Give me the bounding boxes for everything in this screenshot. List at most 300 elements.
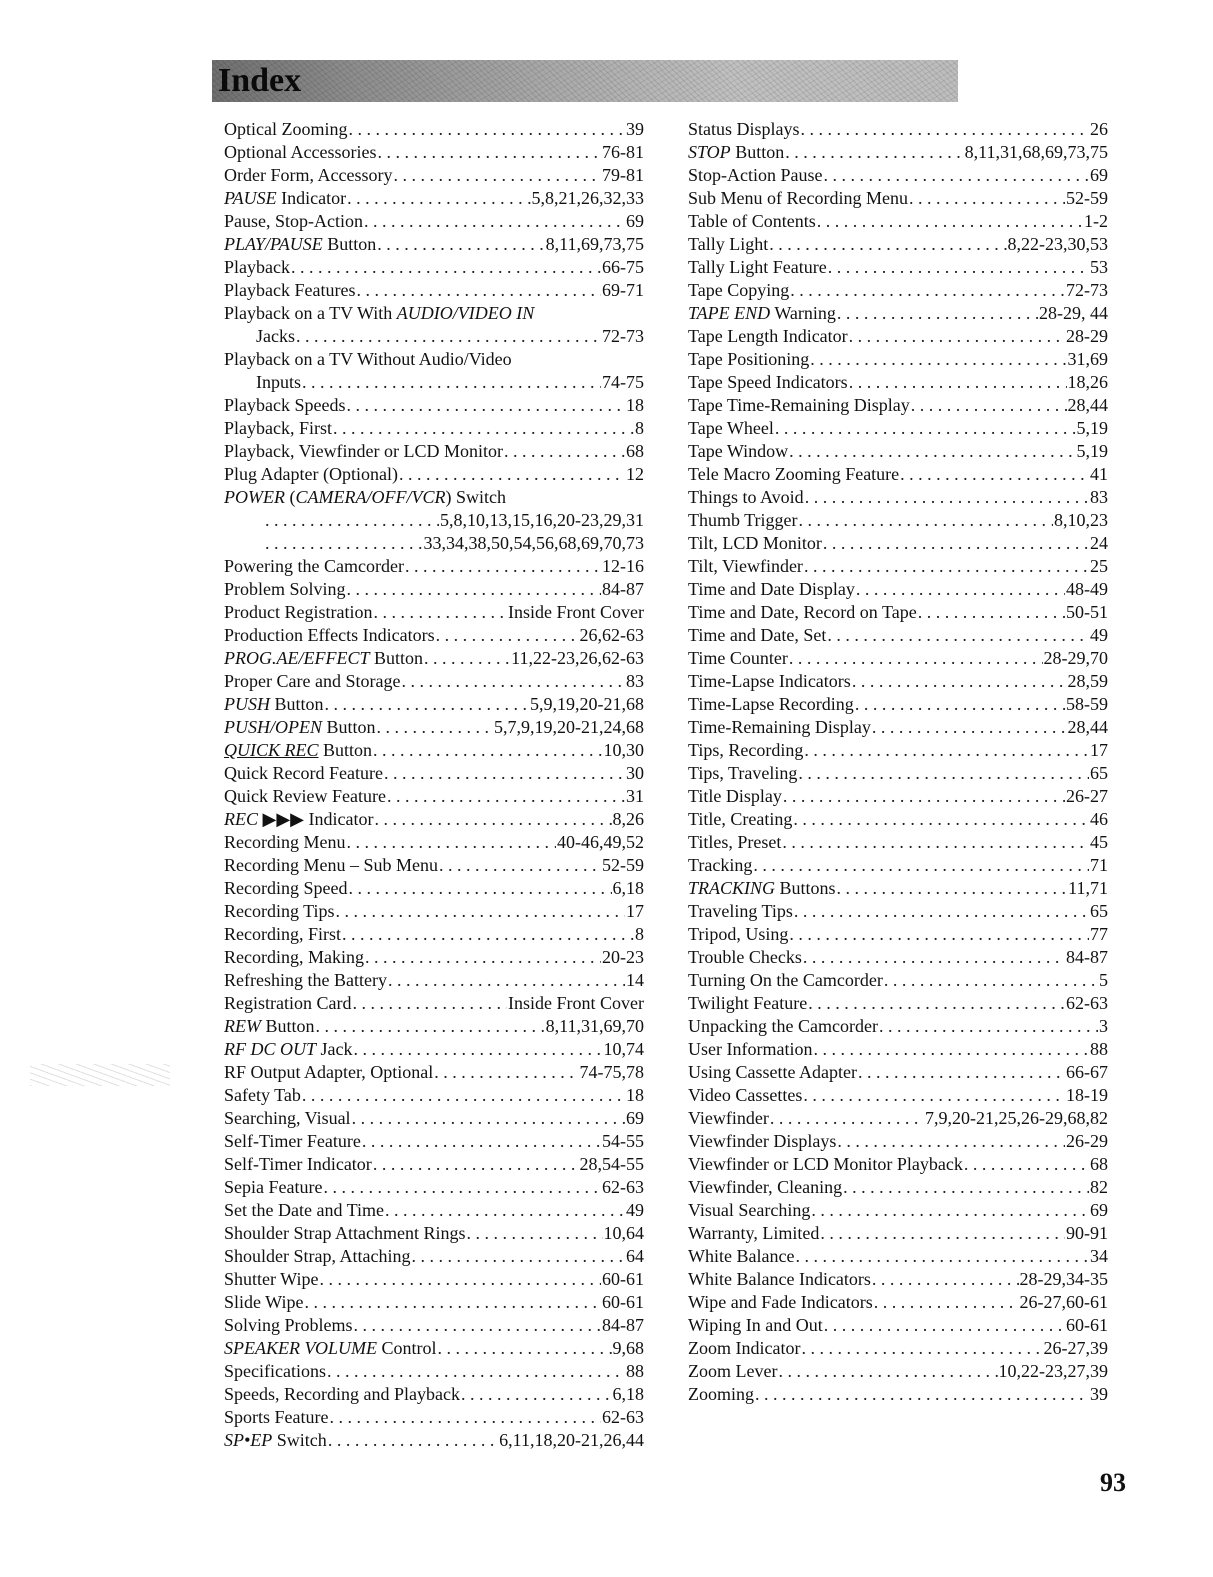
- index-page-refs: 24: [1090, 533, 1108, 553]
- index-entry: [688, 946, 1108, 969]
- index-entry: [224, 831, 644, 854]
- index-term-text: Unpacking the Camcorder: [688, 1016, 878, 1036]
- index-term-text: Jacks: [256, 326, 295, 346]
- index-page-refs: 82: [1090, 1177, 1108, 1197]
- dot-leader: [384, 762, 625, 785]
- dot-leader: [837, 302, 1038, 325]
- index-term-text: Tally Light Feature: [688, 257, 827, 277]
- dot-leader: [755, 1383, 1089, 1406]
- index-entry: [688, 1337, 1108, 1360]
- index-term-text: Playback Features: [224, 280, 356, 300]
- index-entry: [224, 371, 644, 394]
- index-term-text: Problem Solving: [224, 579, 346, 599]
- index-entry: [688, 233, 1108, 256]
- index-term-text: Optional Accessories: [224, 142, 377, 162]
- dot-leader: [385, 1199, 625, 1222]
- index-page-refs: 26-27,39: [1043, 1338, 1108, 1358]
- index-entry: [224, 118, 644, 141]
- index-term: [688, 762, 797, 785]
- index-term-text: Playback on a TV Without Audio/Video: [224, 349, 512, 369]
- dot-leader: [804, 555, 1089, 578]
- dot-leader: [911, 394, 1067, 417]
- index-term: [688, 371, 848, 394]
- index-page-refs: 26-29: [1066, 1131, 1108, 1151]
- index-term: [688, 831, 781, 854]
- index-entry: [224, 1268, 644, 1291]
- index-entry: [224, 969, 644, 992]
- index-term-text: Warning: [770, 303, 836, 323]
- index-page-refs: 8: [635, 924, 644, 944]
- index-entry: [224, 808, 644, 831]
- index-term: [688, 1153, 963, 1176]
- index-page-refs: 5,9,19,20-21,68: [530, 694, 644, 714]
- index-term: [224, 601, 372, 624]
- dot-leader: [342, 923, 634, 946]
- index-term: [688, 1084, 802, 1107]
- index-term-text: Title Display: [688, 786, 782, 806]
- index-term-text: Tape Length Indicator: [688, 326, 848, 346]
- dot-leader: [373, 1153, 579, 1176]
- index-page-refs: 8,26: [612, 809, 644, 829]
- index-page-refs: 26-27,60-61: [1019, 1292, 1108, 1312]
- index-term-text: Traveling Tips: [688, 901, 793, 921]
- index-term-text: Registration Card: [224, 993, 352, 1013]
- index-entry: [688, 1268, 1108, 1291]
- index-term-text: Zoom Indicator: [688, 1338, 801, 1358]
- index-term-text: Quick Review Feature: [224, 786, 386, 806]
- index-entry: [224, 233, 644, 256]
- index-entry: [224, 1153, 644, 1176]
- index-entry: [224, 1199, 644, 1222]
- index-term-text: White Balance Indicators: [688, 1269, 871, 1289]
- dot-leader: [424, 647, 510, 670]
- index-entry: [688, 118, 1108, 141]
- index-page-refs: 74-75,78: [579, 1062, 644, 1082]
- index-entry: [224, 1130, 644, 1153]
- index-entry: [224, 624, 644, 647]
- index-page-refs: 49: [1090, 625, 1108, 645]
- index-entry: [688, 1130, 1108, 1153]
- index-entry: [688, 992, 1108, 1015]
- index-page-refs: 49: [626, 1200, 644, 1220]
- index-term-italic: SPEAKER VOLUME: [224, 1338, 377, 1358]
- index-page-refs: 69: [1090, 165, 1108, 185]
- index-term: [224, 1061, 433, 1084]
- index-entry: [688, 1314, 1108, 1337]
- index-term: [688, 808, 792, 831]
- index-term: [688, 739, 803, 762]
- scan-speck: [30, 1064, 170, 1086]
- index-page-refs: 71: [1090, 855, 1108, 875]
- index-term-text: Recording, Making: [224, 947, 364, 967]
- index-term: [688, 877, 836, 900]
- index-term-text: Button: [318, 740, 373, 760]
- dot-leader: [375, 808, 612, 831]
- index-term-text: Time-Lapse Indicators: [688, 671, 851, 691]
- dot-leader: [872, 716, 1067, 739]
- dot-leader: [377, 141, 601, 164]
- dot-leader: [813, 1038, 1089, 1061]
- dot-leader: [399, 463, 625, 486]
- dot-leader: [837, 877, 1068, 900]
- dot-leader: [852, 670, 1067, 693]
- index-term-text: Optical Zooming: [224, 119, 348, 139]
- dot-leader: [803, 1084, 1065, 1107]
- index-entry: [688, 394, 1108, 417]
- index-term-text: Jack: [316, 1039, 353, 1059]
- index-term-text: Playback on a TV With: [224, 303, 397, 323]
- index-term: [224, 164, 392, 187]
- index-term-text: Tilt, LCD Monitor: [688, 533, 822, 553]
- index-page-refs: 6,18: [612, 1384, 644, 1404]
- index-page-refs: 18,26: [1067, 372, 1108, 392]
- index-entry: [224, 1107, 644, 1130]
- index-term-text: Indicator: [276, 188, 347, 208]
- index-term: [224, 647, 423, 670]
- index-page-refs: 68: [1090, 1154, 1108, 1174]
- dot-leader: [801, 118, 1089, 141]
- index-term-italic: QUICK REC: [224, 740, 319, 760]
- index-entry: [688, 164, 1108, 187]
- index-term-text: Button: [730, 142, 785, 162]
- index-entry: [224, 992, 644, 1015]
- index-entry: [224, 601, 644, 624]
- index-page-refs: 8,11,31,68,69,73,75: [964, 142, 1108, 162]
- index-term: [688, 624, 826, 647]
- index-term-text: Table of Contents: [688, 211, 816, 231]
- dot-leader: [855, 693, 1065, 716]
- index-page-refs: 39: [626, 119, 644, 139]
- index-term-text: Tracking: [688, 855, 753, 875]
- index-entry: [688, 900, 1108, 923]
- index-entry: [224, 302, 644, 325]
- index-term-text: Playback Speeds: [224, 395, 346, 415]
- index-entry: [224, 739, 644, 762]
- index-entry: [224, 946, 644, 969]
- dot-leader: [365, 946, 601, 969]
- index-term-text: Wipe and Fade Indicators: [688, 1292, 873, 1312]
- index-page-refs: 50-51: [1066, 602, 1108, 622]
- index-term: [688, 601, 917, 624]
- page-title: Index: [218, 62, 302, 99]
- index-term: [224, 1337, 436, 1360]
- dot-leader: [874, 1291, 1019, 1314]
- dot-leader: [789, 440, 1075, 463]
- index-entry: [688, 739, 1108, 762]
- index-term-text: Quick Record Feature: [224, 763, 383, 783]
- index-entry: [224, 762, 644, 785]
- dot-leader: [918, 601, 1065, 624]
- index-term: [224, 1176, 322, 1199]
- index-term: [224, 1383, 460, 1406]
- index-term: [688, 1061, 857, 1084]
- index-term: [224, 831, 345, 854]
- index-page-refs: 83: [626, 671, 644, 691]
- index-entry: [224, 394, 644, 417]
- dot-leader: [828, 256, 1089, 279]
- index-term: [688, 647, 788, 670]
- dot-leader: [872, 1268, 1019, 1291]
- index-term-italic: PUSH: [224, 694, 270, 714]
- index-term: [688, 1314, 823, 1337]
- index-page-refs: 26: [1090, 119, 1108, 139]
- index-term-text: Set the Date and Time: [224, 1200, 384, 1220]
- index-term: [224, 900, 335, 923]
- index-term-text: Status Displays: [688, 119, 800, 139]
- index-entry: [688, 325, 1108, 348]
- index-page-refs: 90-91: [1066, 1223, 1108, 1243]
- index-entry: [224, 647, 644, 670]
- dot-leader: [778, 1360, 997, 1383]
- index-term-italic: REC ▶▶▶: [224, 809, 305, 829]
- index-term: [688, 1176, 842, 1199]
- page-number: 93: [1100, 1468, 1126, 1497]
- index-page-refs: 26,62-63: [579, 625, 644, 645]
- dot-leader: [849, 325, 1065, 348]
- index-term: [688, 946, 802, 969]
- index-page-refs: 84-87: [1066, 947, 1108, 967]
- dot-leader: [434, 1061, 578, 1084]
- dot-leader: [804, 739, 1089, 762]
- index-term-text: Tips, Traveling: [688, 763, 798, 783]
- index-entry-continuation: [224, 509, 644, 532]
- index-term: [688, 440, 788, 463]
- index-term: [688, 1038, 812, 1061]
- dot-leader: [437, 1337, 611, 1360]
- index-term-text: Time-Lapse Recording: [688, 694, 854, 714]
- index-term-text: Titles, Preset: [688, 832, 782, 852]
- dot-leader: [858, 1061, 1065, 1084]
- index-term-italic: POWER: [224, 487, 285, 507]
- index-term-text: Playback: [224, 257, 290, 277]
- dot-leader: [302, 1084, 625, 1107]
- index-term-text: Recording Menu – Sub Menu: [224, 855, 438, 875]
- index-term-text: User Information: [688, 1039, 813, 1059]
- index-term: [224, 946, 364, 969]
- index-term-text: Tripod, Using: [688, 924, 789, 944]
- index-page-refs: 26-27: [1066, 786, 1108, 806]
- index-term-text: Viewfinder, Cleaning: [688, 1177, 843, 1197]
- dot-leader: [347, 578, 601, 601]
- index-term-text: Proper Care and Storage: [224, 671, 401, 691]
- index-term-text: Tape Window: [688, 441, 789, 461]
- index-page-refs: 17: [626, 901, 644, 921]
- index-term: [688, 1015, 878, 1038]
- index-entry: [224, 1245, 644, 1268]
- index-entry: [224, 1337, 644, 1360]
- index-header-band: [212, 60, 958, 102]
- index-term-italic: AUDIO/VIDEO IN: [396, 303, 535, 323]
- index-term-text: Self-Timer Indicator: [224, 1154, 372, 1174]
- index-page-refs: 77: [1090, 924, 1108, 944]
- index-term: [688, 555, 803, 578]
- dot-leader: [817, 210, 1083, 233]
- index-page-refs: 5,19: [1076, 441, 1108, 461]
- index-entry: [224, 210, 644, 233]
- index-page-refs: 8,11,69,73,75: [545, 234, 644, 254]
- dot-leader: [849, 371, 1067, 394]
- index-term: [224, 670, 400, 693]
- index-term: [224, 233, 376, 256]
- index-term: [688, 693, 854, 716]
- dot-leader: [265, 532, 423, 555]
- index-term: [224, 808, 374, 831]
- index-term-text: Viewfinder: [688, 1108, 769, 1128]
- index-page-refs: 8,22-23,30,53: [1007, 234, 1108, 254]
- dot-leader: [827, 624, 1089, 647]
- index-term-text: Playback, Viewfinder or LCD Monitor: [224, 441, 504, 461]
- index-term-text: Order Form, Accessory: [224, 165, 393, 185]
- index-term: [688, 992, 807, 1015]
- index-term-text: Viewfinder Displays: [688, 1131, 837, 1151]
- index-entry: [688, 210, 1108, 233]
- dot-leader: [347, 187, 530, 210]
- index-term: [688, 578, 855, 601]
- index-page-refs: 12: [626, 464, 644, 484]
- index-term-text: Tally Light: [688, 234, 769, 254]
- index-entry: [688, 532, 1108, 555]
- index-term-italic: PROG.AE/EFFECT: [224, 648, 370, 668]
- index-page-refs: 8,10,23: [1054, 510, 1108, 530]
- index-term: [224, 555, 404, 578]
- dot-leader: [837, 1130, 1065, 1153]
- index-entry: [224, 279, 644, 302]
- index-term: [224, 1153, 372, 1176]
- dot-leader: [790, 279, 1065, 302]
- index-page-refs: 31: [626, 786, 644, 806]
- dot-leader: [810, 348, 1066, 371]
- index-term-text: Viewfinder or LCD Monitor Playback: [688, 1154, 963, 1174]
- dot-leader: [909, 187, 1065, 210]
- index-page-refs: Inside Front Cover: [508, 993, 644, 1013]
- dot-leader: [436, 624, 579, 647]
- index-entry: [224, 1176, 644, 1199]
- dot-leader: [296, 325, 601, 348]
- index-page-refs: 69: [626, 1108, 644, 1128]
- index-term-text: Tape Positioning: [688, 349, 810, 369]
- index-term-text: Wiping In and Out: [688, 1315, 823, 1335]
- index-entry: [688, 1222, 1108, 1245]
- index-page-refs: 18: [626, 1085, 644, 1105]
- dot-leader: [801, 1337, 1042, 1360]
- index-page-refs: 1-2: [1084, 211, 1108, 231]
- index-entry: [688, 1199, 1108, 1222]
- index-term: [224, 578, 346, 601]
- index-term-italic: STOP: [688, 142, 731, 162]
- index-term: [224, 1107, 351, 1130]
- index-entry: [688, 693, 1108, 716]
- index-term-text: Control: [376, 1338, 437, 1358]
- dot-leader: [856, 578, 1065, 601]
- index-entry: [224, 486, 644, 509]
- dot-leader: [393, 164, 601, 187]
- index-term: [224, 463, 398, 486]
- index-entry: [688, 440, 1108, 463]
- index-term: [224, 256, 290, 279]
- index-page-refs: 5: [1099, 970, 1108, 990]
- index-page-refs: 83: [1090, 487, 1108, 507]
- index-entry: [688, 417, 1108, 440]
- dot-leader: [769, 233, 1006, 256]
- index-page-refs: 60-61: [1066, 1315, 1108, 1335]
- index-entry: [688, 877, 1108, 900]
- index-page-refs: 65: [1090, 901, 1108, 921]
- index-page-refs: 20-23: [602, 947, 644, 967]
- dot-leader: [346, 831, 556, 854]
- index-term-text: Thumb Trigger: [688, 510, 798, 530]
- index-page-refs: 64: [626, 1246, 644, 1266]
- index-entry: [688, 762, 1108, 785]
- dot-leader: [466, 1222, 602, 1245]
- dot-leader: [900, 463, 1089, 486]
- dot-leader: [789, 923, 1089, 946]
- index-entry: [688, 555, 1108, 578]
- index-term-text: Inputs: [256, 372, 301, 392]
- index-term-italic: RF DC OUT: [224, 1039, 317, 1059]
- dot-leader: [811, 1199, 1089, 1222]
- index-entry: [688, 1291, 1108, 1314]
- index-page-refs: 76-81: [602, 142, 644, 162]
- index-entry: [688, 187, 1108, 210]
- index-entry: [688, 578, 1108, 601]
- index-term-text: Video Cassettes: [688, 1085, 803, 1105]
- index-entry: [224, 417, 644, 440]
- index-term-text: Twilight Feature: [688, 993, 808, 1013]
- dot-leader: [884, 969, 1098, 992]
- index-term: [688, 969, 883, 992]
- index-term: [688, 187, 908, 210]
- index-term-text: Things to Avoid: [688, 487, 804, 507]
- index-page-refs: 28,59: [1067, 671, 1108, 691]
- index-term-text: Self-Timer Feature: [224, 1131, 361, 1151]
- dot-leader: [964, 1153, 1089, 1176]
- dot-leader: [354, 1038, 603, 1061]
- index-term: [688, 279, 789, 302]
- index-term: [688, 1291, 873, 1314]
- index-term-text: Tape Speed Indicators: [688, 372, 848, 392]
- index-page-refs: 11,22-23,26,62-63: [511, 648, 644, 668]
- index-entry: [688, 509, 1108, 532]
- index-term: [224, 417, 332, 440]
- index-term: [224, 693, 324, 716]
- index-entry: [224, 716, 644, 739]
- index-entry: [224, 1084, 644, 1107]
- index-entry: [688, 302, 1108, 325]
- index-entry-continuation: [224, 532, 644, 555]
- dot-leader: [373, 601, 507, 624]
- index-page-refs: 14: [626, 970, 644, 990]
- index-term-text: Stop-Action Pause: [688, 165, 823, 185]
- index-page-refs: 5,8,10,13,15,16,20-23,29,31: [440, 510, 644, 530]
- index-entry: [688, 256, 1108, 279]
- index-term: [224, 854, 438, 877]
- index-term: [688, 1222, 819, 1245]
- dot-leader: [388, 969, 625, 992]
- index-term-text: Switch: [272, 1430, 327, 1450]
- index-term: [224, 1360, 326, 1383]
- index-entry: [688, 348, 1108, 371]
- dot-leader: [808, 992, 1065, 1015]
- index-entry: [224, 325, 644, 348]
- index-page-refs: 28-29,70: [1043, 648, 1108, 668]
- dot-leader: [783, 785, 1065, 808]
- index-page-refs: 66-67: [1066, 1062, 1108, 1082]
- index-page-refs: 84-87: [602, 1315, 644, 1335]
- index-page-refs: 11,71: [1068, 878, 1108, 898]
- index-term: [224, 486, 506, 509]
- index-term-text: Button: [369, 648, 423, 668]
- dot-leader: [439, 854, 601, 877]
